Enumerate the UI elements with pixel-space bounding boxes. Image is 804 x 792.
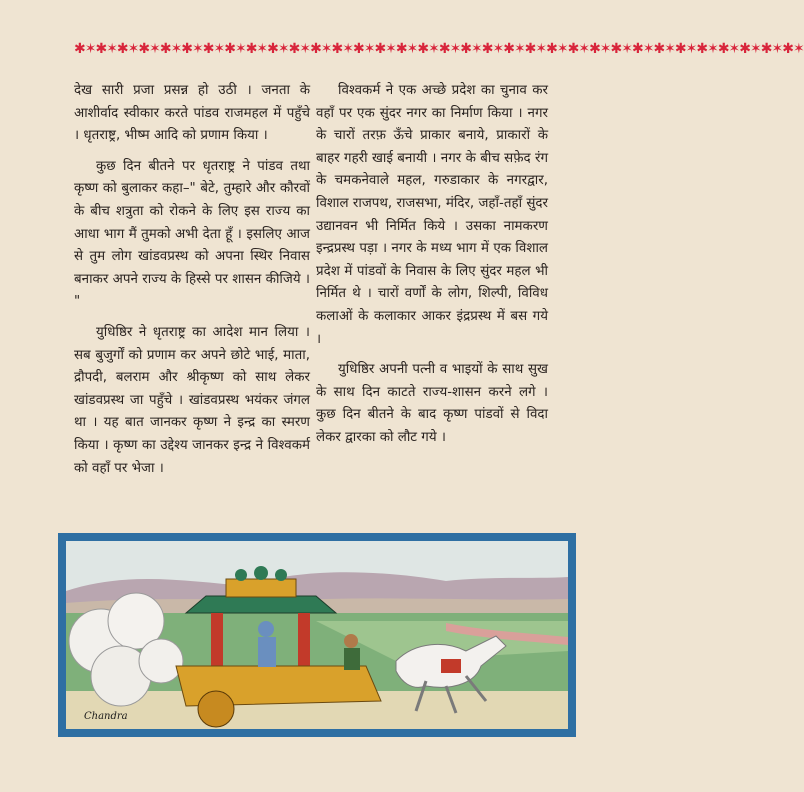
artist-signature: Chandra [84, 711, 128, 722]
right-text-column [316, 80, 548, 458]
paragraph: देख सारी प्रजा प्रसन्न हो उठी । जनता के आशीर्वाद स्वीकार करते पांडव राजमहल में पहुँचे । धृतराष्ट्र, भीष्म आदि को प्रणाम किया । [74, 83, 310, 144]
chariot-scene [66, 541, 568, 729]
paragraph: युधिष्ठिर अपनी पत्नी व भाइयों के साथ सुख के साथ दिन काटते राज्य-शासन करने लगे । कुछ दिन बीतने के बाद कृष्ण पांडवों से विदा लेकर द्वारका को लौट गये । [316, 362, 548, 445]
chariot-illustration [58, 533, 576, 737]
paragraph: विश्वकर्म ने एक अच्छे प्रदेश का चुनाव कर वहाँ पर एक सुंदर नगर का निर्माण किया । नगर के चारों तरफ़ ऊँचे प्राकार बनाये, प्राकारों के बाहर गहरी खाई बनायी । नगर के बीच सफ़ेद रंग के चमकनेवाले महल, गरुडाकार के नगरद्वार, विशाल राजपथ, राजसभा, मंदिर, जहाँ-तहाँ सुंदर उद्यानवन भी निर्मित किये । उसका नामकरण इन्द्रप्रस्थ पड़ा । नगर के मध्य भाग में एक विशाल प्रदेश में पांडवों के निवास के लिए सुंदर महल भी निर्मित थे । चारों वर्णों के लोग, शिल्पी, विविध कलाओं के कलाकार आकर इंद्रप्रस्थ में बस गये । [316, 83, 548, 347]
paragraph: युधिष्ठिर ने धृतराष्ट्र का आदेश मान लिया । सब बुजुर्गों को प्रणाम कर अपने छोटे भाई, माता, द्रौपदी, बलराम और श्रीकृष्ण को साथ लेकर खांडवप्रस्थ जा पहुँचे । खांडवप्रस्थ भयंकर जंगल था । यह बात जानकर कृष्ण ने इन्द्र का स्मरण किया । कृष्ण का उद्देश्य जानकर इन्द्र ने विश्वकर्म को वहाँ पर भेजा । [74, 324, 310, 476]
left-text-column [74, 80, 310, 488]
decorative-border: ✱✶✱✶✱✶✱✶✱✶✱✶✱✶✱✶✱✶✱✶✱✶✱✶✱✶✱✶✱✶✱✶✱✶✱✶✱✶✱✶✱✶✱✶✱✶✱✶✱✶✱✶✱✶✱✶✱✶✱✶✱✶✱✶✱✶✱✶ [74, 41, 804, 57]
paragraph: कुछ दिन बीतने पर धृतराष्ट्र ने पांडव तथा कृष्ण को बुलाकर कहा–" बेटे, तुम्हारे और कौरवों के बीच शत्रुता को रोकने के लिए इस राज्य का आधा भाग मैं तुमको अभी देता हूँ । इसलिए आज से तुम लोग खांडवप्रस्थ को अपना स्थिर निवास बनाकर अपने राज्य के हिस्से पर शासन कीजिये । " [74, 158, 310, 310]
